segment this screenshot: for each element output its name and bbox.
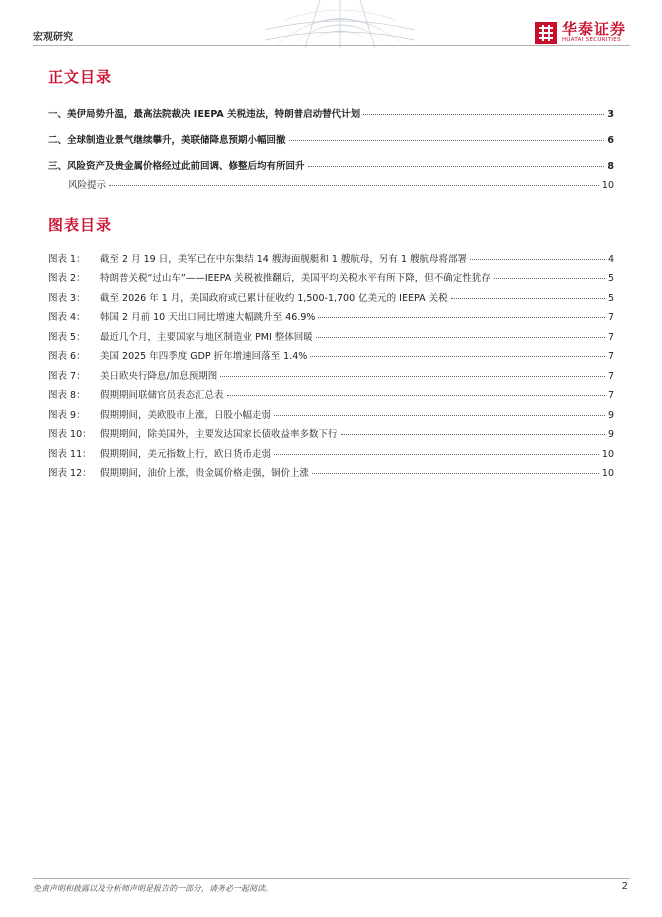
dot-leader bbox=[341, 434, 605, 435]
huatai-logo-icon bbox=[535, 22, 557, 44]
dot-leader bbox=[451, 298, 605, 299]
logo-chinese-name: 华泰证券 bbox=[561, 20, 626, 38]
figure-page: 10 bbox=[601, 449, 614, 460]
toc-heading: 正文目录 bbox=[48, 68, 113, 86]
dot-leader bbox=[274, 454, 599, 455]
page-number: 2 bbox=[621, 881, 628, 892]
logo bbox=[535, 21, 626, 44]
globe-graphic bbox=[265, 0, 415, 48]
figure-title: 假期期间，除美国外，主要发达国家长债收益率多数下行 bbox=[100, 429, 338, 440]
figure-page: 7 bbox=[607, 371, 614, 382]
toc-entry[interactable] bbox=[48, 132, 614, 146]
dot-leader bbox=[227, 395, 605, 396]
figure-title: 最近几个月，主要国家与地区制造业 PMI 整体回暖 bbox=[100, 332, 313, 343]
dot-leader bbox=[310, 356, 605, 357]
figure-title: 假期期间，美欧股市上涨，日股小幅走弱 bbox=[100, 410, 272, 421]
section-label: 宏观研究 bbox=[33, 32, 73, 43]
footer-divider bbox=[33, 878, 630, 879]
toc-entry-page: 10 bbox=[601, 180, 614, 191]
dot-leader bbox=[363, 114, 604, 115]
figure-label: 图表 11： bbox=[48, 449, 92, 460]
figure-label: 图表 8： bbox=[48, 390, 86, 401]
dot-leader bbox=[308, 166, 605, 167]
figure-entry[interactable] bbox=[48, 251, 614, 265]
figure-entry[interactable] bbox=[48, 407, 614, 421]
dot-leader bbox=[289, 140, 605, 141]
disclaimer-note: 免责声明和披露以及分析师声明是报告的一部分，请务必一起阅读。 bbox=[33, 884, 273, 893]
figure-title: 假期期间联储官员表态汇总表 bbox=[100, 390, 224, 401]
figure-label: 图表 1： bbox=[48, 254, 86, 265]
figures-heading: 图表目录 bbox=[48, 216, 113, 234]
figure-title: 韩国 2 月前 10 天出口同比增速大幅跳升至 46.9% bbox=[100, 312, 316, 323]
figure-title: 美日欧央行降息/加息预期图 bbox=[100, 371, 218, 382]
figure-entry[interactable] bbox=[48, 270, 614, 284]
figure-page: 7 bbox=[607, 390, 614, 401]
figure-label: 图表 7： bbox=[48, 371, 86, 382]
figure-page: 7 bbox=[607, 351, 614, 362]
figure-page: 7 bbox=[607, 332, 614, 343]
figure-label: 图表 10： bbox=[48, 429, 92, 440]
figure-entry[interactable] bbox=[48, 290, 614, 304]
toc-entry-title: 一、美伊局势升温，最高法院裁决 IEEPA 关税违法，特朗普启动替代计划 bbox=[48, 109, 361, 120]
figure-label: 图表 12： bbox=[48, 468, 92, 479]
toc-entry[interactable] bbox=[48, 106, 614, 120]
figure-page: 5 bbox=[607, 293, 614, 304]
figure-entry[interactable] bbox=[48, 387, 614, 401]
toc-entry-page: 8 bbox=[607, 161, 614, 172]
figure-entry[interactable] bbox=[48, 446, 614, 460]
toc-entry-page: 3 bbox=[607, 109, 614, 120]
toc-entry[interactable] bbox=[68, 177, 614, 191]
toc-entry-title: 三、风险资产及贵金属价格经过此前回调、修整后均有所回升 bbox=[48, 161, 305, 172]
figure-entry[interactable] bbox=[48, 329, 614, 343]
page-header bbox=[0, 0, 662, 50]
figure-page: 9 bbox=[607, 410, 614, 421]
dot-leader bbox=[312, 473, 599, 474]
figure-label: 图表 9： bbox=[48, 410, 86, 421]
figure-title: 假期期间，油价上涨，贵金属价格走强，铜价上涨 bbox=[100, 468, 310, 479]
figure-page: 10 bbox=[601, 468, 614, 479]
figure-title: 假期期间，美元指数上行，欧日货币走弱 bbox=[100, 449, 272, 460]
figure-label: 图表 5： bbox=[48, 332, 86, 343]
figure-title: 截至 2 月 19 日，美军已在中东集结 14 艘海面舰艇和 1 艘航母，另有 1 艘航母将部署 bbox=[100, 254, 468, 265]
figure-entry[interactable] bbox=[48, 348, 614, 362]
figure-label: 图表 4： bbox=[48, 312, 86, 323]
figure-label: 图表 6： bbox=[48, 351, 86, 362]
dot-leader bbox=[274, 415, 605, 416]
figure-title: 特朗普关税“过山车”——IEEPA 关税被推翻后，美国平均关税水平有所下降，但不确定性犹存 bbox=[100, 273, 491, 284]
dot-leader bbox=[220, 376, 605, 377]
figure-title: 截至 2026 年 1 月，美国政府或已累计征收约 1,500-1,700 亿美元的 IEEPA 关税 bbox=[100, 293, 448, 304]
figure-entry[interactable] bbox=[48, 368, 614, 382]
figure-label: 图表 3： bbox=[48, 293, 86, 304]
figure-page: 7 bbox=[607, 312, 614, 323]
figure-page: 4 bbox=[607, 254, 614, 265]
toc-entry-title: 风险提示 bbox=[68, 180, 107, 191]
toc-entry[interactable] bbox=[48, 158, 614, 172]
figure-label: 图表 2： bbox=[48, 273, 86, 284]
dot-leader bbox=[316, 337, 605, 338]
dot-leader bbox=[318, 317, 605, 318]
figure-page: 5 bbox=[607, 273, 614, 284]
toc-entry-title: 二、全球制造业景气继续攀升，美联储降息预期小幅回撤 bbox=[48, 135, 286, 146]
toc-entry-page: 6 bbox=[607, 135, 614, 146]
figure-entry[interactable] bbox=[48, 426, 614, 440]
figure-title: 美国 2025 年四季度 GDP 折年增速回落至 1.4% bbox=[100, 351, 308, 362]
logo-english-name: HUATAI SECURITIES bbox=[561, 37, 621, 43]
figure-entry[interactable] bbox=[48, 309, 614, 323]
dot-leader bbox=[494, 278, 605, 279]
dot-leader bbox=[470, 259, 605, 260]
header-divider bbox=[33, 45, 630, 46]
figure-page: 9 bbox=[607, 429, 614, 440]
figure-entry[interactable] bbox=[48, 465, 614, 479]
dot-leader bbox=[109, 185, 599, 186]
